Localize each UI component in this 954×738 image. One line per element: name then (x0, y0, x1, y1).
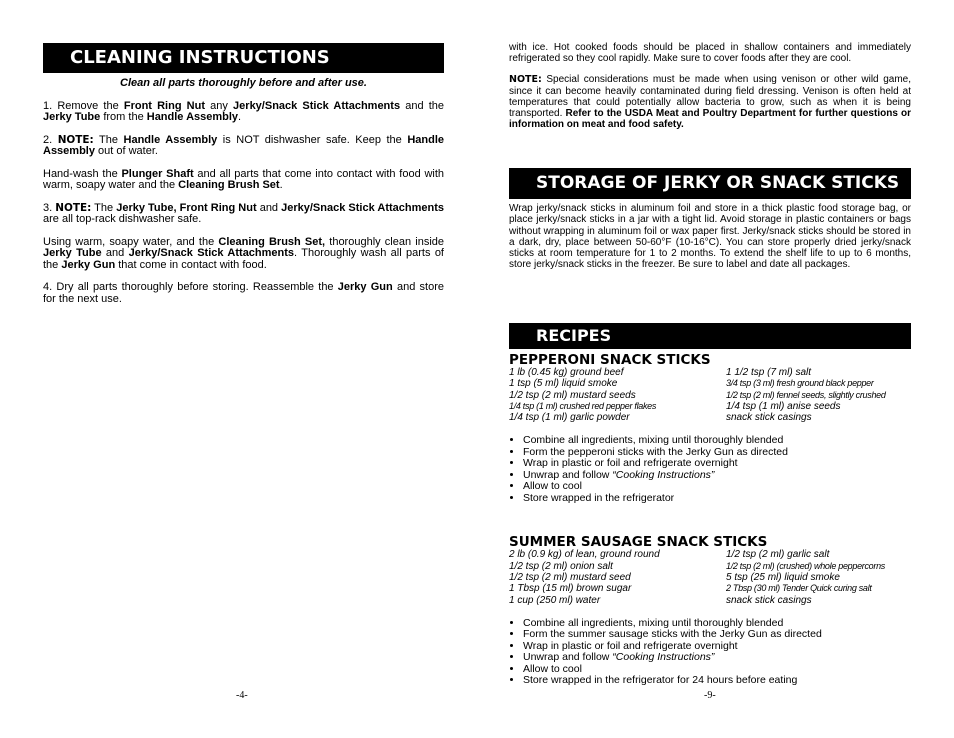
left-page (43, 43, 444, 305)
cleaning-subtitle: Clean all parts thoroughly before and after use. (120, 77, 367, 89)
recipe-step-text: Combine all ingredients, mixing until thoroughly blended (523, 616, 784, 629)
summer-sausage-ingredients (509, 549, 911, 605)
text-run: 4. Dry all parts thoroughly before storing. Reassemble the (43, 281, 338, 293)
ingredient-item: 1 cup (250 ml) water (509, 594, 601, 606)
text-run: The (93, 133, 124, 146)
text-run: 3. (43, 201, 56, 214)
cleaning-step-3 (43, 203, 444, 226)
text-run: Jerky/Snack Stick Attachments (233, 99, 401, 112)
text-run: Cleaning Brush Set, (218, 235, 326, 248)
ingredient-item: 5 tsp (25 ml) liquid smoke (726, 572, 840, 584)
text-run: . Thoroughly wash all parts of the (43, 247, 444, 271)
text-run: 2. (43, 133, 58, 146)
text-run: Jerky/Snack Stick Attachments (128, 247, 295, 259)
ingredient-item: 1/2 tsp (2 ml) onion salt (509, 560, 613, 572)
ingredient-item: snack stick casings (726, 594, 812, 606)
text-run: Special considerations must be made when using venison or other wild game, since it can become heavily contaminated during field dressing. Venison is often held at temperatures that could potentially allow bacteria to grow, such as when it is being transported. (509, 74, 911, 120)
ingredient-item: 1 Tbsp (15 ml) brown sugar (509, 583, 632, 595)
text-run: . (238, 111, 242, 123)
text-run: is NOT dishwasher safe. Keep the (217, 133, 408, 146)
right-page-top (509, 42, 911, 130)
text-run: and (101, 247, 129, 259)
cleaning-step-4 (43, 282, 444, 305)
cooking-instructions-ref: “Cooking Instructions” (612, 468, 715, 481)
note-label: NOTE: (509, 74, 542, 86)
cleaning-wash-parts (43, 237, 444, 272)
text-run: and (256, 201, 282, 214)
recipe-step-text: Store wrapped in the refrigerator (523, 491, 675, 504)
storage-section (509, 168, 911, 271)
text-run: Jerky/Snack Stick Attachments (281, 201, 444, 214)
ingredient-item: 1 1/2 tsp (7 ml) salt (726, 367, 812, 378)
text-run: thoroughly clean inside (325, 235, 444, 248)
text-run: Handle Assembly (43, 133, 444, 157)
note-label: NOTE: (57, 133, 94, 146)
text-run: are all top-rack dishwasher safe. (43, 213, 202, 225)
text-run: Plunger Shaft (121, 167, 194, 180)
text-run: Handle Assembly (146, 111, 239, 123)
recipe-step-text: Wrap in plastic or foil and refrigerate overnight (523, 639, 738, 652)
text-run: out of water. (94, 145, 158, 157)
recipe-step (523, 493, 911, 505)
text-run: Hand-wash the (43, 167, 122, 180)
ingredient-item: 1/2 tsp (2 ml) (crushed) whole peppercorns (726, 560, 885, 571)
recipes-heading: RECIPES (509, 323, 911, 349)
recipes-section (509, 323, 911, 687)
recipe-step-text: Combine all ingredients, mixing until thoroughly blended (523, 434, 784, 447)
text-run: Refer to the USDA Meat and Poultry Department for further questions or information on meat and food safety. (509, 108, 911, 131)
note-label: NOTE: (55, 201, 92, 214)
recipe-step-text: Store wrapped in the refrigerator for 24 hours before eating (523, 674, 798, 687)
recipe-step-text: Allow to cool (523, 662, 582, 675)
cleaning-step-2 (43, 135, 444, 158)
venison-note (509, 74, 911, 130)
recipe-step (523, 675, 911, 687)
recipe-step-text: Allow to cool (523, 480, 582, 493)
text-run: any (205, 99, 234, 112)
text-run: Jerky Gun (61, 258, 116, 271)
ingredient-item: snack stick casings (726, 412, 812, 424)
text-run: . (279, 179, 283, 191)
ingredient-item: 1/2 tsp (2 ml) mustard seed (509, 572, 631, 584)
storage-heading: STORAGE OF JERKY OR SNACK STICKS (509, 168, 911, 199)
right-page-number: -9- (704, 690, 716, 701)
ingredient-item: 1 lb (0.45 kg) ground beef (509, 367, 624, 378)
text-run: Jerky Gun (337, 281, 393, 293)
recipe-step-text: Form the summer sausage sticks with the Jerky Gun as directed (523, 628, 822, 641)
text-run: Jerky Tube (43, 247, 102, 259)
ingredient-item: 1/2 tsp (2 ml) fennel seeds, slightly crushed (726, 389, 886, 400)
text-run: Using warm, soapy water, and the (43, 235, 219, 248)
cleaning-step-1 (43, 101, 444, 124)
summer-sausage-title: SUMMER SAUSAGE SNACK STICKS (509, 534, 768, 551)
pepperoni-ingredients (509, 367, 911, 423)
text-run: Handle Assembly (123, 133, 218, 146)
recipe-step-text: Unwrap and follow (523, 651, 613, 664)
ingredient-item: 1 tsp (5 ml) liquid smoke (509, 378, 618, 390)
recipe-step-text: Form the pepperoni sticks with the Jerky Gun as directed (523, 445, 788, 458)
cleaning-handwash (43, 169, 444, 192)
pepperoni-steps (509, 435, 911, 504)
text-run: Jerky Tube, Front Ring Nut (116, 201, 257, 214)
text-run: and all parts that come into contact with food with warm, soapy water and the (43, 167, 445, 191)
ingredient-item: 1/4 tsp (1 ml) garlic powder (509, 412, 630, 424)
left-page-number: -4- (236, 690, 248, 701)
recipe-step-text: Wrap in plastic or foil and refrigerate overnight (523, 457, 738, 470)
ingredient-item: 1/2 tsp (2 ml) mustard seeds (509, 389, 636, 401)
text-run: The (91, 201, 117, 214)
text-run: Cleaning Brush Set (178, 179, 280, 191)
food-safety-intro: with ice. Hot cooked foods should be placed in shallow containers and immediately refrigerated so they cool rapidly. Make sure to cover foods after they are cool. (509, 42, 911, 65)
text-run: and store for the next use. (43, 281, 444, 305)
ingredient-item: 1/4 tsp (1 ml) anise seeds (726, 400, 841, 412)
ingredient-item: 1/4 tsp (1 ml) crushed red pepper flakes (509, 400, 657, 411)
text-run: from the (100, 111, 147, 123)
storage-text: Wrap jerky/snack sticks in aluminum foil and store in a thick plastic food storage bag, or place jerky/snack sticks in a jar with a tight lid. Avoid storage in plastic containers or bags without wrapping in aluminum foil or wax paper first. Jerky/snack sticks should be stored in a dark, dry, place between 50-60°F (10-16°C). You can store properly dried jerky/snack sticks at room temperature for 1 to 2 months. To extend the shelf life to up to 6 months, store jerky/snack sticks in the freezer. Be sure to label and date all packages. (509, 203, 911, 271)
text-run: and the (400, 99, 444, 112)
ingredient-item: 2 lb (0.9 kg) of lean, ground round (509, 549, 660, 561)
cleaning-instructions-heading: CLEANING INSTRUCTIONS (43, 43, 444, 73)
summer-sausage-steps (509, 618, 911, 687)
ingredient-item: 3/4 tsp (3 ml) fresh ground black pepper (726, 378, 874, 389)
text-run: 1. Remove the (43, 99, 124, 112)
recipe-step-text: Unwrap and follow (523, 468, 613, 481)
text-run: Jerky Tube (43, 111, 101, 123)
pepperoni-title: PEPPERONI SNACK STICKS (509, 352, 711, 368)
text-run: Front Ring Nut (123, 99, 206, 112)
ingredient-item: 1/2 tsp (2 ml) garlic salt (726, 549, 830, 561)
text-run: that come in contact with food. (115, 258, 267, 271)
ingredient-item: 2 Tbsp (30 ml) Tender Quick curing salt (726, 583, 872, 594)
cooking-instructions-ref: “Cooking Instructions” (612, 651, 715, 664)
